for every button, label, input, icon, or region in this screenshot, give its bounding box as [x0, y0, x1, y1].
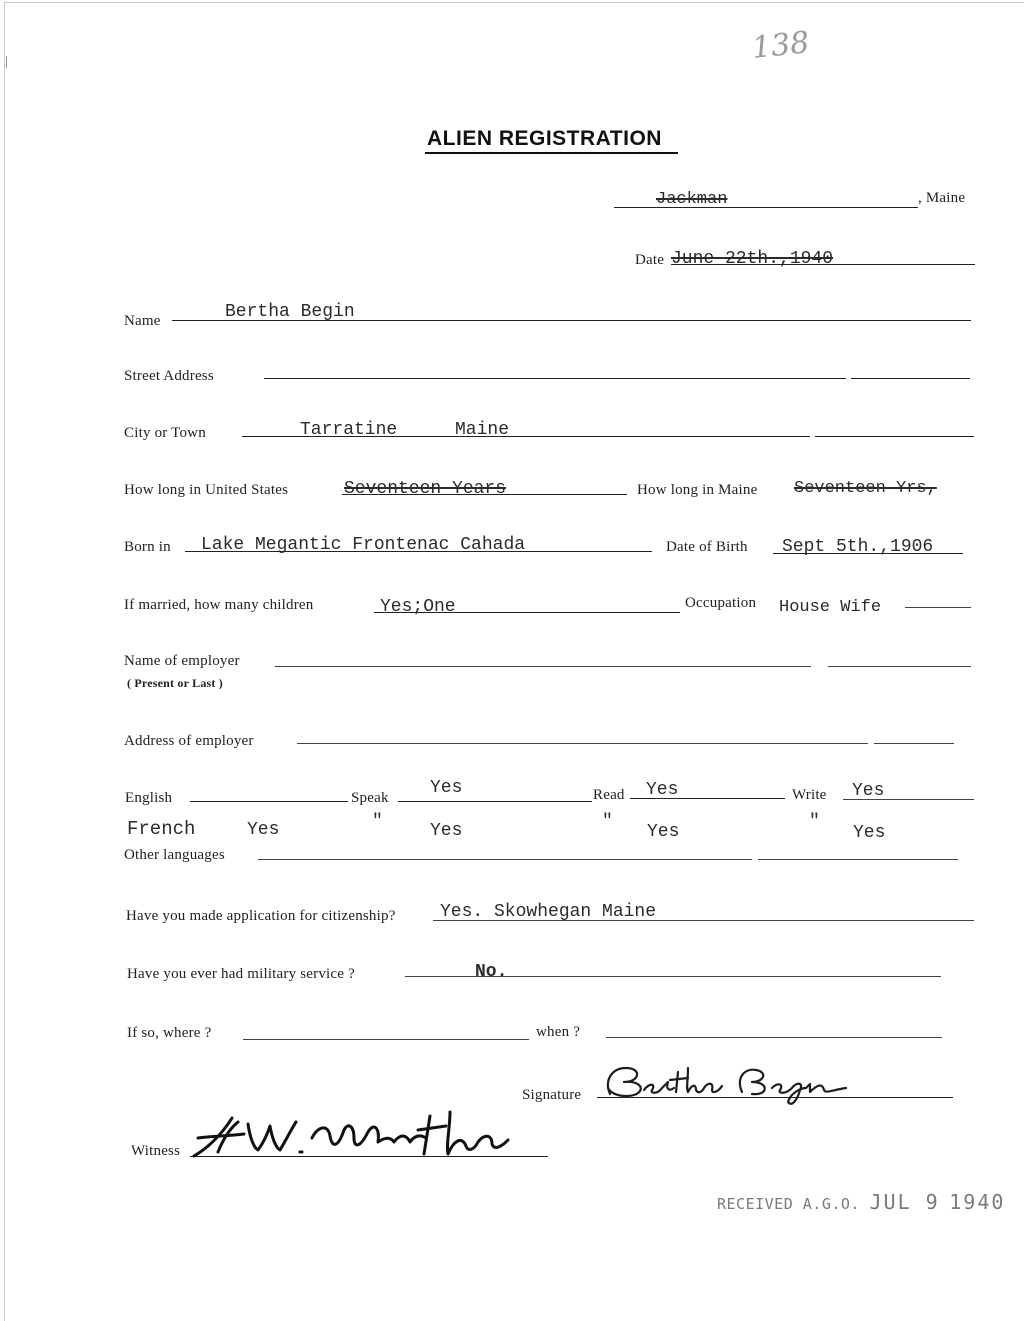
other-languages-line-ext: [758, 859, 958, 860]
street-address-label: Street Address: [124, 368, 214, 384]
name-value: Bertha Begin: [225, 302, 355, 322]
received-stamp-year: 1940: [949, 1190, 1006, 1214]
title-underline: [425, 152, 678, 154]
date-label: Date: [635, 252, 665, 268]
born-in-label: Born in: [124, 539, 171, 555]
received-stamp: [717, 1190, 1005, 1214]
if-so-where-line: [243, 1039, 529, 1040]
page-number: 138: [750, 25, 811, 66]
form-title: ALIEN REGISTRATION: [427, 127, 662, 150]
citizenship-line: [433, 920, 974, 921]
military-value: No.: [475, 962, 508, 982]
date-of-birth-line: [773, 553, 963, 554]
language-french-label: French: [127, 818, 196, 840]
employer-address-line-ext: [874, 743, 954, 744]
date-of-birth-value: Sept 5th.,1906: [782, 537, 934, 557]
town-line: [614, 207, 918, 208]
witness-handwriting: [188, 1108, 518, 1164]
employer-name-sublabel: ( Present or Last ): [127, 676, 224, 690]
english-speak-value: Yes: [430, 778, 463, 798]
english-read-value: Yes: [646, 780, 679, 800]
french-write-value: Yes: [853, 823, 886, 843]
street-address-line: [264, 378, 846, 379]
occupation-label: Occupation: [685, 595, 757, 611]
french-read-ditto: ": [602, 812, 613, 832]
when-label: when ?: [536, 1024, 581, 1040]
employer-name-line-ext: [828, 666, 971, 667]
french-write-ditto: ": [809, 812, 820, 832]
how-long-us-value: Seventeen Years: [344, 479, 507, 499]
if-so-where-label: If so, where ?: [127, 1025, 212, 1041]
english-line: [190, 801, 348, 802]
name-label: Name: [124, 313, 161, 329]
french-read-value: Yes: [647, 822, 680, 842]
speak-label: Speak: [351, 790, 389, 806]
read-label: Read: [593, 787, 625, 803]
town-suffix: , Maine: [918, 190, 966, 206]
employer-address-line: [297, 743, 868, 744]
how-long-maine-value: Seventeen Yrs,: [794, 479, 937, 498]
city-line-ext: [815, 436, 974, 437]
witness-label: Witness: [131, 1143, 181, 1159]
received-stamp-text: RECEIVED A.G.O.: [717, 1195, 860, 1213]
english-read-line: [630, 798, 785, 799]
received-stamp-date: JUL 9: [869, 1190, 940, 1214]
military-line: [405, 976, 941, 977]
occupation-line: [905, 607, 971, 608]
street-address-line-ext: [851, 378, 970, 379]
city-state-value: Maine: [455, 420, 510, 440]
city-label: City or Town: [124, 425, 206, 441]
how-long-maine-label: How long in Maine: [637, 482, 758, 498]
other-languages-line: [258, 859, 752, 860]
signature-handwriting: [596, 1058, 856, 1118]
language-english-label: English: [125, 790, 173, 806]
city-line: [242, 436, 810, 437]
english-speak-line: [398, 801, 592, 802]
children-value: Yes;One: [380, 597, 456, 617]
citizenship-value: Yes. Skowhegan Maine: [440, 902, 657, 922]
margin-mark: [6, 56, 7, 68]
other-languages-label: Other languages: [124, 847, 225, 863]
french-speak-ditto: ": [372, 812, 383, 832]
write-label: Write: [792, 787, 827, 803]
born-in-value: Lake Megantic Frontenac Cahada: [201, 535, 526, 555]
town-value: Jackman: [656, 190, 728, 209]
employer-name-label: Name of employer: [124, 653, 240, 669]
children-label: If married, how many children: [124, 597, 314, 613]
date-of-birth-label: Date of Birth: [666, 539, 748, 555]
employer-address-label: Address of employer: [124, 733, 254, 749]
military-label: Have you ever had military service ?: [127, 966, 355, 982]
english-write-value: Yes: [852, 781, 885, 801]
occupation-value: House Wife: [779, 598, 882, 617]
date-line: [671, 264, 975, 265]
city-value: Tarratine: [300, 420, 398, 440]
when-line: [606, 1037, 942, 1038]
citizenship-label: Have you made application for citizenship?: [126, 908, 396, 924]
children-line: [374, 612, 680, 613]
french-read-label-value: Yes: [430, 821, 463, 841]
date-value: June 22th.,1940: [671, 249, 834, 269]
how-long-us-label: How long in United States: [124, 482, 289, 498]
english-write-line: [843, 799, 974, 800]
signature-label: Signature: [522, 1087, 582, 1103]
french-speak-value: Yes: [247, 820, 280, 840]
born-in-line: [185, 551, 652, 552]
employer-name-line: [275, 666, 811, 667]
name-line: [172, 320, 971, 321]
how-long-us-line: [342, 494, 627, 495]
